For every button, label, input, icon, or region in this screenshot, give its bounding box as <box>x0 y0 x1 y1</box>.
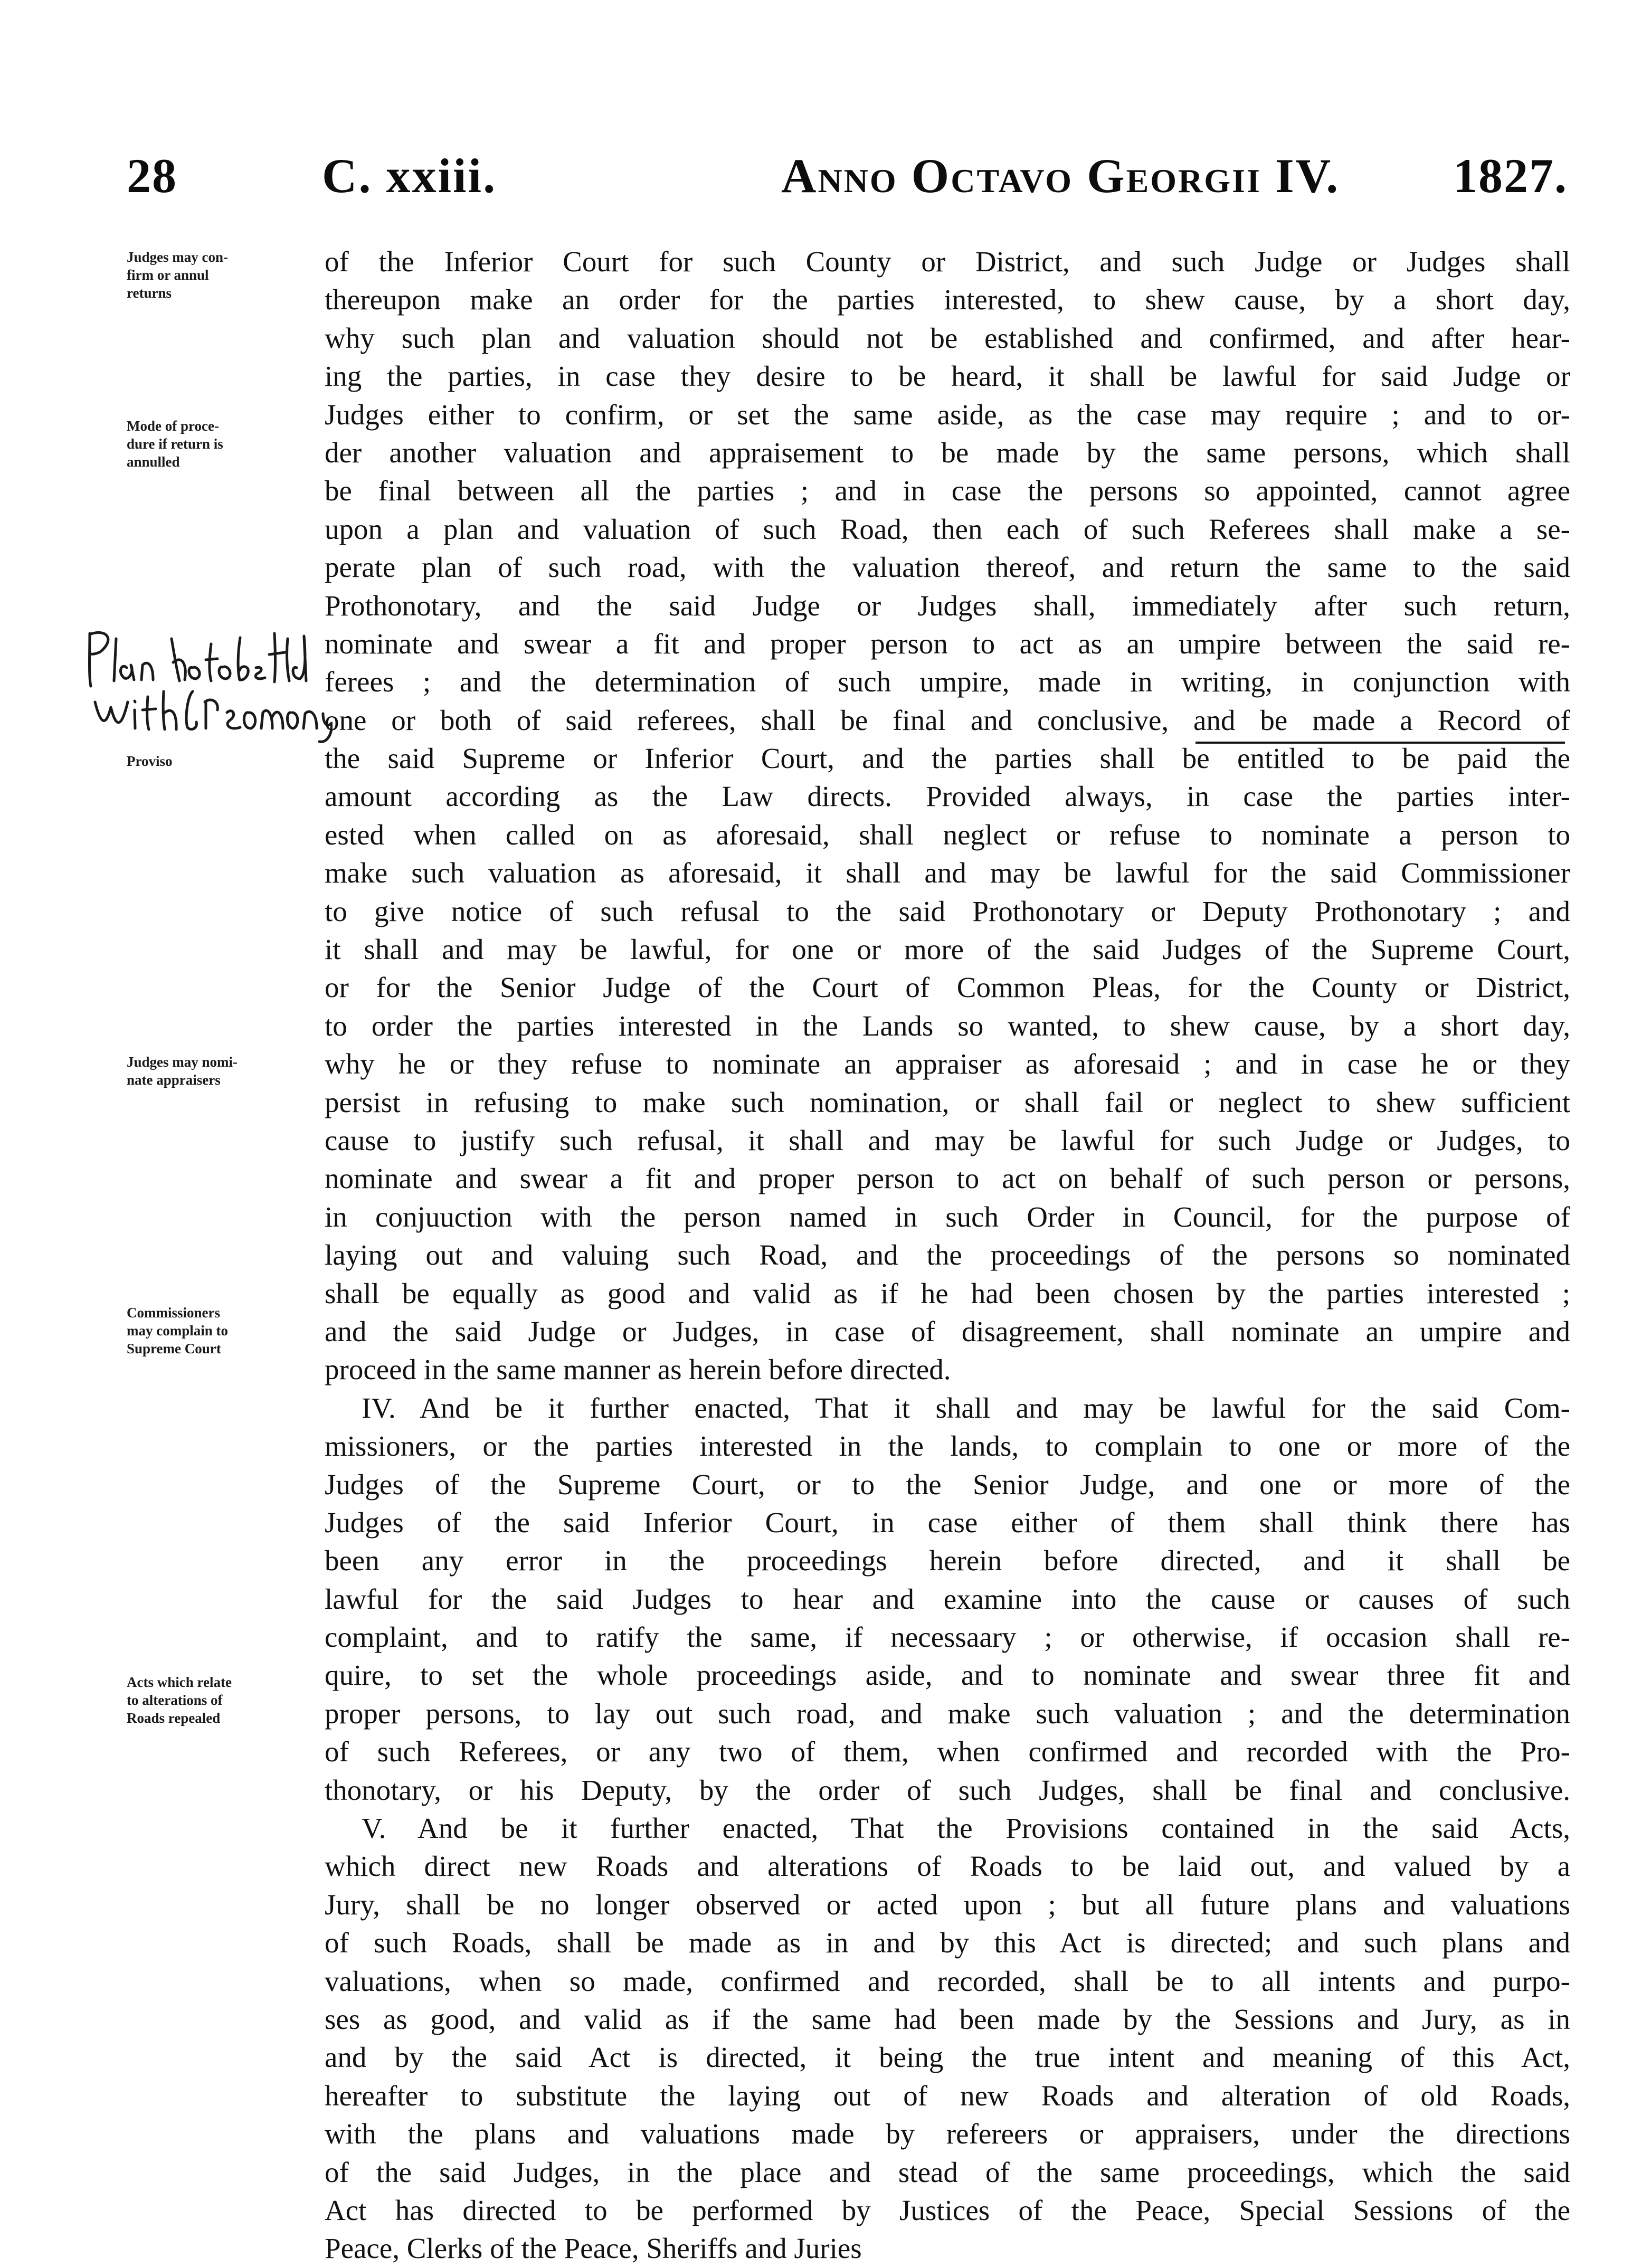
text-line: it shall and may be lawful, for one or more of the said Judges of the Supreme Court, <box>325 933 1570 966</box>
text-line: or for the Senior Judge of the Court of Common Pleas, for the County or District, <box>325 971 1570 1004</box>
text-line: nominate and swear a fit and proper person to act on behalf of such person or persons, <box>325 1162 1570 1195</box>
text-line: with the plans and valuations made by refereers or appraisers, under the directions <box>325 2118 1570 2150</box>
text-line: thereupon make an order for the parties interested, to shew cause, by a short day, <box>325 283 1570 316</box>
text-line: which direct new Roads and alterations of Roads to be laid out, and valued by a <box>325 1850 1570 1883</box>
handwritten-underline <box>1195 742 1565 744</box>
text-line: why he or they refuse to nominate an appraiser as aforesaid ; and in case he or they <box>325 1048 1570 1080</box>
text-line: perate plan of such road, with the valuation thereof, and return the same to the said <box>325 551 1570 584</box>
text-line: missioners, or the parties interested in the lands, to complain to one or more of the <box>325 1430 1570 1463</box>
text-line: and by the said Act is directed, it being the true intent and meaning of this Act, <box>325 2041 1570 2074</box>
text-line: Peace, Clerks of the Peace, Sheriffs and Juries <box>325 2232 862 2265</box>
margin-note-nominate-appraisers: Judges may nomi- nate appraisers <box>127 1054 238 1088</box>
text-line: Jury, shall be no longer observed or acted upon ; but all future plans and valuations <box>325 1888 1570 1921</box>
text-line: of such Roads, shall be made as in and by this Act is directed; and such plans and <box>325 1927 1570 1959</box>
text-line: complaint, and to ratify the same, if necessaary ; or otherwise, if occasion shall re- <box>325 1621 1570 1654</box>
text-line: one or both of said referees, shall be final and conclusive, and be made a Record of <box>325 704 1570 736</box>
text-line: V. And be it further enacted, That the Provisions contained in the said Acts, <box>362 1812 1570 1845</box>
text-line: ested when called on as aforesaid, shall neglect or refuse to nominate a person to <box>325 818 1570 851</box>
text-line: ses as good, and valid as if the same had been made by the Sessions and Jury, as in <box>325 2003 1570 2035</box>
text-line: Judges of the said Inferior Court, in case either of them shall think there has <box>325 1506 1570 1539</box>
text-line: Prothonotary, and the said Judge or Judges shall, immediately after such return, <box>325 589 1570 622</box>
text-line: IV. And be it further enacted, That it shall and may be lawful for the said Com- <box>362 1391 1570 1424</box>
text-line: to give notice of such refusal to the said Prothonotary or Deputy Prothonotary ; and <box>325 895 1570 927</box>
text-line: in conjuuction with the person named in such Order in Council, for the purpose of <box>325 1200 1570 1233</box>
text-line: why such plan and valuation should not be established and confirmed, and after hear- <box>325 321 1570 354</box>
text-line: ferees ; and the determination of such umpire, made in writing, in conjunction with <box>325 666 1570 698</box>
text-line: shall be equally as good and valid as if he had been chosen by the parties interested ; <box>325 1277 1570 1309</box>
page-number: 28 <box>127 149 177 203</box>
text-line: quire, to set the whole proceedings aside, and to nominate and swear three fit and <box>325 1659 1570 1692</box>
text-line: be final between all the parties ; and in case the persons so appointed, cannot agree <box>325 475 1570 507</box>
text-line: nominate and swear a fit and proper person to act as an umpire between the said re- <box>325 627 1570 660</box>
text-line: the said Supreme or Inferior Court, and the parties shall be entitled to be paid the <box>325 742 1570 775</box>
margin-note-mode-of-procedure: Mode of proce- dure if return is annulled <box>127 418 223 470</box>
running-title: Anno Octavo Georgii IV. <box>781 149 1340 203</box>
text-line: of the Inferior Court for such County or District, and such Judge or Judges shall <box>325 245 1570 278</box>
margin-note-commissioners-complain: Commissioners may complain to Supreme Court <box>127 1305 228 1356</box>
text-line: lawful for the said Judges to hear and examine into the cause or causes of such <box>325 1582 1570 1615</box>
text-line: amount according as the Law directs. Provided always, in case the parties inter- <box>325 780 1570 813</box>
margin-note-acts-repealed: Acts which relate to alterations of Roads repealed <box>127 1674 232 1726</box>
text-line: thonotary, or his Deputy, by the order of such Judges, shall be final and conclusive. <box>325 1773 1570 1806</box>
text-line: Judges either to confirm, or set the same aside, as the case may require ; and to or- <box>325 398 1570 431</box>
text-line: laying out and valuing such Road, and the proceedings of the persons so nominated <box>325 1239 1570 1271</box>
page-header <box>127 148 1568 206</box>
body-text <box>325 243 1570 2268</box>
text-line: and the said Judge or Judges, in case of disagreement, shall nominate an umpire and <box>325 1315 1570 1347</box>
chapter-number: C. xxiii. <box>322 149 497 203</box>
margin-note-confirm-annul: Judges may con- firm or annul returns <box>127 249 229 301</box>
text-line: cause to justify such refusal, it shall and may be lawful for such Judge or Judges, to <box>325 1124 1570 1156</box>
text-line: to order the parties interested in the Lands so wanted, to shew cause, by a short day, <box>325 1009 1570 1042</box>
text-line: upon a plan and valuation of such Road, then each of such Referees shall make a se- <box>325 513 1570 545</box>
margin-note-proviso: Proviso <box>127 753 173 769</box>
text-line: make such valuation as aforesaid, it shall and may be lawful for the said Commissioner <box>325 857 1570 889</box>
text-line: valuations, when so made, confirmed and recorded, shall be to all intents and purpo- <box>325 1965 1570 1997</box>
text-line: been any error in the proceedings herein before directed, and it shall be <box>325 1544 1570 1577</box>
text-line: proceed in the same manner as herein before directed. <box>325 1353 951 1386</box>
text-line: hereafter to substitute the laying out of new Roads and alteration of old Roads, <box>325 2079 1570 2112</box>
text-line: proper persons, to lay out such road, and make such valuation ; and the determination <box>325 1697 1570 1730</box>
year: 1827. <box>1453 149 1568 203</box>
text-line: Act has directed to be performed by Justices of the Peace, Special Sessions of the <box>325 2194 1570 2226</box>
text-line: persist in refusing to make such nomination, or shall fail or neglect to shew sufficient <box>325 1086 1570 1118</box>
handwritten-annotation <box>79 623 333 744</box>
text-line: of such Referees, or any two of them, when confirmed and recorded with the Pro- <box>325 1735 1570 1768</box>
text-line: ing the parties, in case they desire to be heard, it shall be lawful for said Judge or <box>325 360 1570 393</box>
text-line: der another valuation and appraisement to be made by the same persons, which shall <box>325 436 1570 469</box>
text-line: Judges of the Supreme Court, or to the Senior Judge, and one or more of the <box>325 1468 1570 1501</box>
text-line: of the said Judges, in the place and stead of the same proceedings, which the said <box>325 2156 1570 2188</box>
